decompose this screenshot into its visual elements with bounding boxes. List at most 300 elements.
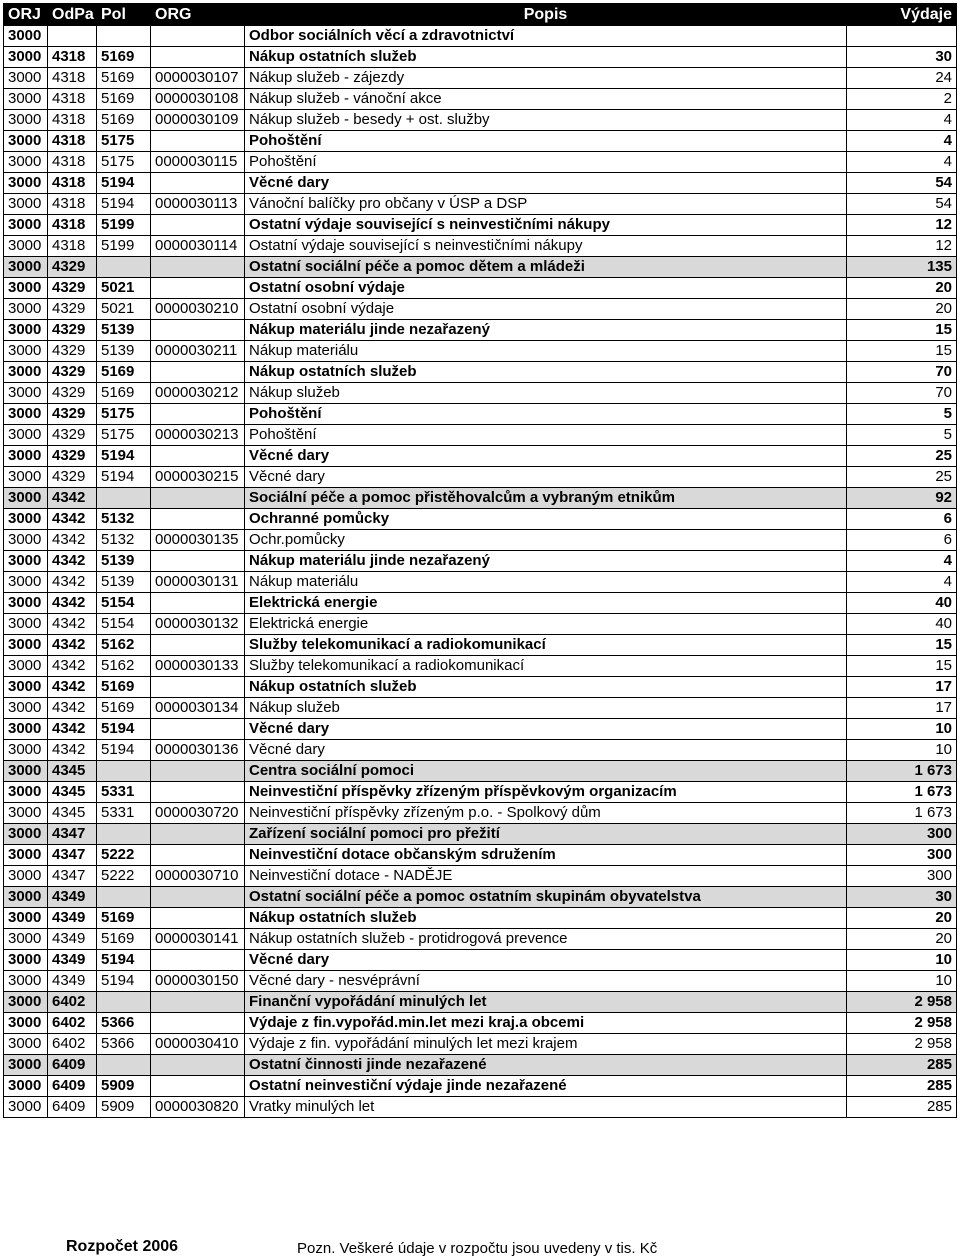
table-header	[4, 4, 957, 26]
cell-org	[151, 845, 245, 866]
budget-table	[3, 3, 957, 1118]
cell-orj: 3000	[4, 236, 48, 257]
cell-vydaje: 24	[847, 68, 957, 89]
cell-popis: Výdaje z fin. vypořádání minulých let mezi krajem	[245, 1034, 847, 1055]
cell-odpa: 4318	[48, 215, 97, 236]
cell-org	[151, 593, 245, 614]
table-body	[4, 26, 957, 1118]
cell-pol: 5169	[97, 929, 151, 950]
cell-popis: Výdaje z fin.vypořád.min.let mezi kraj.a obcemi	[245, 1013, 847, 1034]
cell-pol: 5169	[97, 47, 151, 68]
header-odpa: OdPa	[48, 4, 97, 26]
cell-org: 0000030114	[151, 236, 245, 257]
table-row	[4, 299, 957, 320]
cell-odpa: 4342	[48, 488, 97, 509]
cell-orj: 3000	[4, 467, 48, 488]
cell-orj: 3000	[4, 1076, 48, 1097]
cell-orj: 3000	[4, 320, 48, 341]
cell-popis: Centra sociální pomoci	[245, 761, 847, 782]
table-row	[4, 803, 957, 824]
table-row	[4, 950, 957, 971]
cell-orj: 3000	[4, 530, 48, 551]
cell-org	[151, 173, 245, 194]
cell-org	[151, 950, 245, 971]
cell-odpa: 6409	[48, 1097, 97, 1118]
cell-orj: 3000	[4, 47, 48, 68]
cell-pol	[97, 488, 151, 509]
cell-popis: Ostatní neinvestiční výdaje jinde nezařazené	[245, 1076, 847, 1097]
cell-odpa: 4342	[48, 530, 97, 551]
cell-popis: Pohoštění	[245, 404, 847, 425]
cell-vydaje: 285	[847, 1055, 957, 1076]
table-row	[4, 1013, 957, 1034]
cell-pol: 5194	[97, 719, 151, 740]
table-row	[4, 887, 957, 908]
cell-org: 0000030133	[151, 656, 245, 677]
table-row	[4, 383, 957, 404]
cell-popis: Elektrická energie	[245, 593, 847, 614]
cell-odpa: 4329	[48, 362, 97, 383]
cell-odpa: 4342	[48, 614, 97, 635]
cell-odpa: 4318	[48, 89, 97, 110]
cell-odpa: 4342	[48, 656, 97, 677]
cell-popis: Ostatní osobní výdaje	[245, 299, 847, 320]
cell-popis: Ostatní sociální péče a pomoc ostatním skupinám obyvatelstva	[245, 887, 847, 908]
cell-vydaje: 2 958	[847, 992, 957, 1013]
footer-title: Rozpočet 2006	[66, 1238, 179, 1255]
table-row	[4, 635, 957, 656]
cell-odpa: 4342	[48, 719, 97, 740]
cell-popis: Ostatní výdaje související s neinvestičními nákupy	[245, 236, 847, 257]
cell-popis: Věcné dary	[245, 467, 847, 488]
cell-org	[151, 26, 245, 47]
cell-org: 0000030108	[151, 89, 245, 110]
cell-pol	[97, 257, 151, 278]
cell-org: 0000030141	[151, 929, 245, 950]
table-row	[4, 509, 957, 530]
cell-pol: 5194	[97, 173, 151, 194]
table-row	[4, 971, 957, 992]
cell-org: 0000030150	[151, 971, 245, 992]
cell-popis: Ochr.pomůcky	[245, 530, 847, 551]
cell-vydaje: 10	[847, 950, 957, 971]
cell-vydaje: 20	[847, 908, 957, 929]
cell-org	[151, 488, 245, 509]
cell-popis: Ostatní osobní výdaje	[245, 278, 847, 299]
cell-odpa: 4342	[48, 551, 97, 572]
cell-odpa: 4349	[48, 908, 97, 929]
cell-vydaje: 12	[847, 236, 957, 257]
table-row	[4, 152, 957, 173]
cell-vydaje: 70	[847, 383, 957, 404]
header-popis: Popis	[245, 4, 847, 26]
cell-odpa: 4345	[48, 803, 97, 824]
cell-odpa: 4318	[48, 131, 97, 152]
cell-orj: 3000	[4, 656, 48, 677]
cell-pol: 5222	[97, 845, 151, 866]
cell-popis: Neinvestiční příspěvky zřízeným příspěvkovým organizacím	[245, 782, 847, 803]
cell-vydaje: 1 673	[847, 803, 957, 824]
cell-popis: Nákup služeb - besedy + ost. služby	[245, 110, 847, 131]
cell-odpa: 4347	[48, 845, 97, 866]
cell-popis: Sociální péče a pomoc přistěhovalcům a vybraným etnikům	[245, 488, 847, 509]
cell-odpa: 4349	[48, 929, 97, 950]
cell-vydaje: 15	[847, 635, 957, 656]
cell-odpa: 4318	[48, 68, 97, 89]
cell-popis: Věcné dary	[245, 719, 847, 740]
cell-odpa: 6402	[48, 992, 97, 1013]
cell-org: 0000030135	[151, 530, 245, 551]
cell-orj: 3000	[4, 1097, 48, 1118]
cell-org: 0000030115	[151, 152, 245, 173]
cell-orj: 3000	[4, 845, 48, 866]
cell-org	[151, 761, 245, 782]
cell-odpa: 4318	[48, 236, 97, 257]
cell-odpa: 6409	[48, 1055, 97, 1076]
table-row	[4, 1097, 957, 1118]
cell-popis: Neinvestiční dotace - NADĚJE	[245, 866, 847, 887]
cell-odpa: 4329	[48, 446, 97, 467]
cell-orj: 3000	[4, 719, 48, 740]
cell-org	[151, 782, 245, 803]
cell-odpa	[48, 26, 97, 47]
cell-vydaje: 4	[847, 152, 957, 173]
cell-orj: 3000	[4, 1034, 48, 1055]
cell-odpa: 4329	[48, 383, 97, 404]
cell-popis: Pohoštění	[245, 152, 847, 173]
cell-orj: 3000	[4, 803, 48, 824]
table-row	[4, 1055, 957, 1076]
cell-vydaje: 2	[847, 89, 957, 110]
cell-popis: Nákup služeb	[245, 698, 847, 719]
cell-popis: Nákup služeb - zájezdy	[245, 68, 847, 89]
cell-vydaje: 6	[847, 509, 957, 530]
cell-orj: 3000	[4, 509, 48, 530]
cell-orj: 3000	[4, 89, 48, 110]
table-row	[4, 110, 957, 131]
cell-odpa: 4318	[48, 194, 97, 215]
cell-odpa: 4329	[48, 425, 97, 446]
cell-orj: 3000	[4, 950, 48, 971]
cell-popis: Ostatní výdaje související s neinvestičními nákupy	[245, 215, 847, 236]
cell-popis: Nákup materiálu	[245, 341, 847, 362]
cell-vydaje: 135	[847, 257, 957, 278]
table-row	[4, 992, 957, 1013]
cell-vydaje: 10	[847, 971, 957, 992]
table-row	[4, 68, 957, 89]
cell-vydaje: 285	[847, 1097, 957, 1118]
cell-org	[151, 908, 245, 929]
cell-popis: Nákup ostatních služeb - protidrogová prevence	[245, 929, 847, 950]
cell-popis: Služby telekomunikací a radiokomunikací	[245, 656, 847, 677]
cell-odpa: 4342	[48, 509, 97, 530]
cell-org	[151, 446, 245, 467]
cell-pol: 5139	[97, 320, 151, 341]
cell-odpa: 6409	[48, 1076, 97, 1097]
cell-orj: 3000	[4, 488, 48, 509]
cell-pol: 5169	[97, 362, 151, 383]
cell-pol: 5154	[97, 614, 151, 635]
cell-orj: 3000	[4, 887, 48, 908]
cell-orj: 3000	[4, 992, 48, 1013]
cell-org	[151, 278, 245, 299]
cell-vydaje: 17	[847, 698, 957, 719]
cell-orj: 3000	[4, 425, 48, 446]
cell-orj: 3000	[4, 866, 48, 887]
cell-vydaje: 1 673	[847, 761, 957, 782]
cell-popis: Nákup ostatních služeb	[245, 47, 847, 68]
cell-vydaje: 300	[847, 866, 957, 887]
cell-odpa: 4318	[48, 152, 97, 173]
table-row	[4, 614, 957, 635]
cell-orj: 3000	[4, 173, 48, 194]
cell-popis: Neinvestiční příspěvky zřízeným p.o. - Spolkový dům	[245, 803, 847, 824]
cell-orj: 3000	[4, 299, 48, 320]
cell-vydaje: 2 958	[847, 1013, 957, 1034]
table-row	[4, 47, 957, 68]
cell-odpa: 4347	[48, 866, 97, 887]
cell-odpa: 4342	[48, 593, 97, 614]
cell-popis: Věcné dary	[245, 446, 847, 467]
cell-odpa: 4349	[48, 950, 97, 971]
cell-org	[151, 677, 245, 698]
table-row	[4, 593, 957, 614]
table-row	[4, 425, 957, 446]
cell-org	[151, 131, 245, 152]
cell-orj: 3000	[4, 404, 48, 425]
cell-orj: 3000	[4, 68, 48, 89]
cell-pol: 5175	[97, 404, 151, 425]
cell-vydaje: 20	[847, 278, 957, 299]
cell-org: 0000030410	[151, 1034, 245, 1055]
cell-vydaje: 15	[847, 656, 957, 677]
cell-odpa: 4318	[48, 47, 97, 68]
cell-orj: 3000	[4, 257, 48, 278]
cell-org	[151, 887, 245, 908]
table-row	[4, 278, 957, 299]
table-row	[4, 908, 957, 929]
cell-pol: 5169	[97, 698, 151, 719]
cell-org	[151, 719, 245, 740]
header-org: ORG	[151, 4, 245, 26]
cell-org: 0000030113	[151, 194, 245, 215]
cell-popis: Ostatní sociální péče a pomoc dětem a mládeži	[245, 257, 847, 278]
cell-odpa: 4329	[48, 257, 97, 278]
cell-pol: 5194	[97, 950, 151, 971]
header-pol: Pol	[97, 4, 151, 26]
cell-vydaje	[847, 26, 957, 47]
cell-org	[151, 320, 245, 341]
cell-org	[151, 551, 245, 572]
cell-vydaje: 4	[847, 551, 957, 572]
cell-vydaje: 40	[847, 593, 957, 614]
cell-orj: 3000	[4, 698, 48, 719]
cell-pol: 5169	[97, 110, 151, 131]
cell-org: 0000030720	[151, 803, 245, 824]
cell-odpa: 4329	[48, 404, 97, 425]
cell-odpa: 4318	[48, 110, 97, 131]
cell-orj: 3000	[4, 782, 48, 803]
cell-pol: 5132	[97, 509, 151, 530]
table-row	[4, 1034, 957, 1055]
cell-pol: 5154	[97, 593, 151, 614]
cell-org	[151, 635, 245, 656]
cell-vydaje: 1 673	[847, 782, 957, 803]
cell-orj: 3000	[4, 152, 48, 173]
cell-pol: 5194	[97, 971, 151, 992]
cell-org	[151, 362, 245, 383]
cell-orj: 3000	[4, 971, 48, 992]
cell-popis: Nákup služeb	[245, 383, 847, 404]
cell-vydaje: 54	[847, 173, 957, 194]
header-vydaje: Výdaje	[847, 4, 957, 26]
cell-pol: 5132	[97, 530, 151, 551]
cell-vydaje: 30	[847, 887, 957, 908]
cell-pol: 5175	[97, 131, 151, 152]
cell-vydaje: 5	[847, 404, 957, 425]
cell-popis: Vánoční balíčky pro občany v ÚSP a DSP	[245, 194, 847, 215]
table-row	[4, 719, 957, 740]
cell-odpa: 4345	[48, 761, 97, 782]
cell-org: 0000030132	[151, 614, 245, 635]
table-row	[4, 845, 957, 866]
cell-pol	[97, 1055, 151, 1076]
cell-pol: 5175	[97, 425, 151, 446]
cell-odpa: 4329	[48, 320, 97, 341]
cell-vydaje: 12	[847, 215, 957, 236]
cell-vydaje: 4	[847, 131, 957, 152]
cell-org	[151, 992, 245, 1013]
cell-orj: 3000	[4, 824, 48, 845]
cell-org: 0000030212	[151, 383, 245, 404]
cell-popis: Ostatní činnosti jinde nezařazené	[245, 1055, 847, 1076]
cell-vydaje: 15	[847, 341, 957, 362]
cell-orj: 3000	[4, 551, 48, 572]
cell-pol: 5139	[97, 551, 151, 572]
table-row	[4, 677, 957, 698]
cell-popis: Ochranné pomůcky	[245, 509, 847, 530]
cell-popis: Nákup služeb - vánoční akce	[245, 89, 847, 110]
cell-pol: 5909	[97, 1097, 151, 1118]
cell-popis: Nákup materiálu jinde nezařazený	[245, 551, 847, 572]
cell-odpa: 4329	[48, 278, 97, 299]
cell-popis: Elektrická energie	[245, 614, 847, 635]
cell-pol: 5194	[97, 740, 151, 761]
cell-vydaje: 17	[847, 677, 957, 698]
cell-org	[151, 47, 245, 68]
cell-org: 0000030107	[151, 68, 245, 89]
cell-org	[151, 404, 245, 425]
cell-pol: 5366	[97, 1013, 151, 1034]
table-row	[4, 761, 957, 782]
table-row	[4, 173, 957, 194]
cell-orj: 3000	[4, 761, 48, 782]
cell-odpa: 4342	[48, 635, 97, 656]
cell-vydaje: 54	[847, 194, 957, 215]
cell-odpa: 4329	[48, 467, 97, 488]
cell-pol: 5194	[97, 446, 151, 467]
cell-org: 0000030211	[151, 341, 245, 362]
cell-vydaje: 10	[847, 719, 957, 740]
cell-odpa: 4347	[48, 824, 97, 845]
cell-orj: 3000	[4, 929, 48, 950]
cell-org: 0000030134	[151, 698, 245, 719]
table-row	[4, 236, 957, 257]
cell-pol: 5169	[97, 68, 151, 89]
cell-pol: 5199	[97, 236, 151, 257]
cell-orj: 3000	[4, 194, 48, 215]
table-row	[4, 362, 957, 383]
cell-popis: Odbor sociálních věcí a zdravotnictví	[245, 26, 847, 47]
cell-vydaje: 4	[847, 110, 957, 131]
table-row	[4, 215, 957, 236]
cell-pol	[97, 992, 151, 1013]
cell-orj: 3000	[4, 677, 48, 698]
cell-popis: Věcné dary	[245, 950, 847, 971]
cell-pol	[97, 761, 151, 782]
cell-odpa: 4342	[48, 677, 97, 698]
cell-vydaje: 4	[847, 572, 957, 593]
table-row	[4, 572, 957, 593]
cell-org: 0000030820	[151, 1097, 245, 1118]
cell-pol: 5194	[97, 467, 151, 488]
cell-vydaje: 25	[847, 446, 957, 467]
cell-orj: 3000	[4, 908, 48, 929]
cell-orj: 3000	[4, 26, 48, 47]
table-row	[4, 530, 957, 551]
cell-vydaje: 5	[847, 425, 957, 446]
cell-vydaje: 40	[847, 614, 957, 635]
cell-orj: 3000	[4, 341, 48, 362]
cell-pol: 5222	[97, 866, 151, 887]
cell-orj: 3000	[4, 1055, 48, 1076]
table-row	[4, 320, 957, 341]
cell-popis: Vratky minulých let	[245, 1097, 847, 1118]
cell-orj: 3000	[4, 1013, 48, 1034]
cell-vydaje: 20	[847, 299, 957, 320]
cell-popis: Služby telekomunikací a radiokomunikací	[245, 635, 847, 656]
table-row	[4, 656, 957, 677]
cell-org: 0000030131	[151, 572, 245, 593]
cell-odpa: 4342	[48, 698, 97, 719]
table-row	[4, 446, 957, 467]
cell-odpa: 4342	[48, 740, 97, 761]
table-row	[4, 1076, 957, 1097]
cell-popis: Nákup ostatních služeb	[245, 908, 847, 929]
cell-pol: 5021	[97, 299, 151, 320]
cell-vydaje: 10	[847, 740, 957, 761]
cell-popis: Nákup ostatních služeb	[245, 362, 847, 383]
cell-org	[151, 1076, 245, 1097]
cell-popis: Nákup materiálu	[245, 572, 847, 593]
table-row	[4, 26, 957, 47]
cell-orj: 3000	[4, 383, 48, 404]
cell-org	[151, 824, 245, 845]
table-row	[4, 740, 957, 761]
header-orj: ORJ	[4, 4, 48, 26]
cell-popis: Zařízení sociální pomoci pro přežití	[245, 824, 847, 845]
cell-popis: Nákup materiálu jinde nezařazený	[245, 320, 847, 341]
cell-org: 0000030213	[151, 425, 245, 446]
table-row	[4, 257, 957, 278]
table-row	[4, 131, 957, 152]
cell-org: 0000030215	[151, 467, 245, 488]
cell-pol: 5139	[97, 341, 151, 362]
cell-pol: 5331	[97, 803, 151, 824]
table-row	[4, 698, 957, 719]
table-row	[4, 404, 957, 425]
cell-pol: 5175	[97, 152, 151, 173]
